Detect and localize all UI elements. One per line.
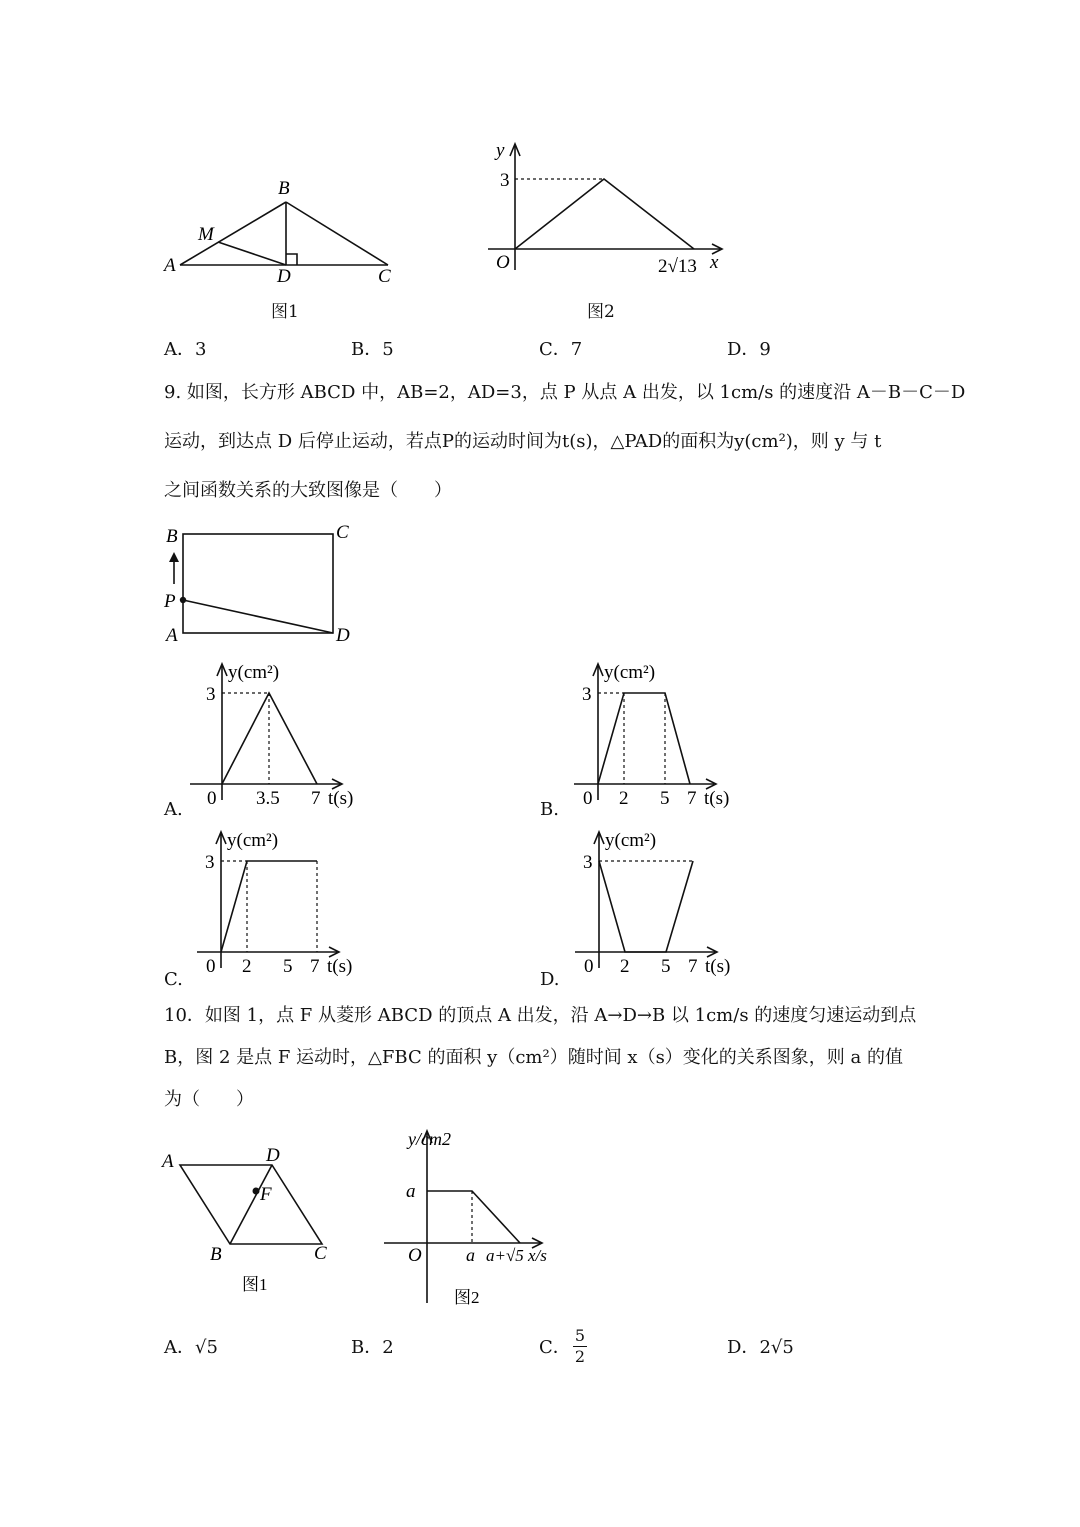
q9-graph-a: [190, 660, 390, 810]
q9-label-C: C: [336, 522, 349, 543]
q9-graph-b: [566, 660, 766, 810]
q9a-ylabel: y(cm²): [228, 662, 280, 683]
q8-label-C: C: [378, 266, 391, 287]
q9c-xtick-2: 5: [283, 956, 293, 977]
q9b-xtick-2: 5: [660, 788, 670, 809]
q9-graph-d: [567, 828, 767, 978]
q8-option-a[interactable]: A．3: [164, 339, 207, 360]
q8-fig2-origin: O: [496, 252, 510, 273]
q9-label-B: B: [166, 526, 178, 547]
q10-fig2-caption: 图2: [454, 1288, 480, 1307]
q9c-xtick-1: 2: [242, 956, 252, 977]
q10-option-c-numerator: 5: [574, 1326, 586, 1345]
q9d-ytick: 3: [583, 852, 593, 873]
q8-fig2-ylabel: y: [496, 140, 505, 161]
q10-fig2-ytick: a: [406, 1181, 416, 1202]
q10-fig2-xtick-1: a: [466, 1245, 475, 1265]
q9b-ylabel: y(cm²): [604, 662, 656, 683]
q8-label-M: M: [198, 224, 214, 245]
q9-option-a[interactable]: A.: [164, 799, 183, 820]
q8-option-d[interactable]: D．9: [727, 339, 771, 360]
q9-label-D: D: [336, 625, 350, 646]
q10-option-c-prefix: C．: [539, 1337, 571, 1358]
q10-option-c-fraction: [573, 1326, 587, 1367]
q10-option-a[interactable]: [164, 1336, 218, 1360]
q9b-xtick-1: 2: [619, 788, 629, 809]
q10-label-D: D: [266, 1145, 280, 1166]
q10-line-2: B，图 2 是点 F 运动时，△FBC 的面积 y（cm²）随时间 x（s）变化的关系图象，则 a 的值: [164, 1047, 903, 1068]
q10-option-a-prefix: A．: [164, 1337, 195, 1358]
q9-option-c[interactable]: C.: [164, 969, 183, 990]
q9b-xlabel: t(s): [704, 788, 730, 809]
q9-line-3: 之间函数关系的大致图像是（ ）: [164, 480, 452, 501]
q9d-ylabel: y(cm²): [605, 830, 657, 851]
q9-line-1: 9. 如图，长方形 ABCD 中，AB=2，AD=3，点 P 从点 A 出发，以 1cm/s 的速度沿 A－B－C－D: [164, 382, 966, 403]
q10-fig1-caption: 图1: [242, 1275, 268, 1294]
q10-fig2-xlabel: x/s: [528, 1246, 547, 1265]
q10-option-c-denominator: 2: [574, 1347, 586, 1366]
q10-label-A: A: [162, 1151, 174, 1172]
q8-label-B: B: [278, 178, 290, 199]
q10-label-B: B: [210, 1244, 222, 1265]
q10-label-C: C: [314, 1243, 327, 1264]
q8-fig1-caption: 图1: [271, 302, 299, 322]
q10-rhombus-figure: [160, 1140, 350, 1294]
q9d-xtick-2: 5: [661, 956, 671, 977]
q10-label-F: F: [260, 1184, 272, 1205]
q9a-xlabel: t(s): [328, 788, 354, 809]
q9a-origin: 0: [207, 788, 217, 809]
q8-fig2-graph: [488, 140, 748, 280]
q10-option-d[interactable]: [727, 1336, 794, 1360]
q9c-ylabel: y(cm²): [227, 830, 279, 851]
q8-option-c[interactable]: C．7: [539, 339, 583, 360]
q9c-xlabel: t(s): [327, 956, 353, 977]
q8-fig2-caption: 图2: [587, 302, 615, 322]
q10-fig2-ylabel: y/cm2: [408, 1129, 451, 1149]
q9c-origin: 0: [206, 956, 216, 977]
q9-line-2: 运动，到达点 D 后停止运动，若点P的运动时间为t(s)，△PAD的面积为y(cm²)，则 y 与 t: [164, 431, 882, 452]
q10-line-3: 为（ ）: [164, 1089, 254, 1110]
q9-label-A: A: [166, 625, 178, 646]
q9-graph-c: [189, 828, 389, 978]
q8-fig2-xlabel: x: [710, 252, 719, 273]
q9-label-P: P: [164, 591, 176, 612]
q8-fig2-xtick: 2√13: [658, 256, 697, 277]
q8-option-b[interactable]: B．5: [351, 339, 394, 360]
q8-fig1-triangle: [160, 170, 420, 300]
q9b-origin: 0: [583, 788, 593, 809]
q9c-ytick: 3: [205, 852, 215, 873]
q9d-xtick-3: 7: [688, 956, 698, 977]
q10-option-b[interactable]: B．2: [351, 1337, 394, 1358]
q10-option-d-prefix: D．: [727, 1337, 760, 1358]
q9a-xtick-1: 3.5: [256, 788, 280, 809]
q9a-ytick: 3: [206, 684, 216, 705]
q9d-xtick-1: 2: [620, 956, 630, 977]
q10-fig2-xtick-2: a+√5: [486, 1246, 524, 1265]
q9b-ytick: 3: [582, 684, 592, 705]
q9d-origin: 0: [584, 956, 594, 977]
q9d-xlabel: t(s): [705, 956, 731, 977]
q9b-xtick-3: 7: [687, 788, 697, 809]
q10-line-1: 10．如图 1，点 F 从菱形 ABCD 的顶点 A 出发，沿 A→D→B 以 1cm/s 的速度匀速运动到点: [164, 1005, 917, 1026]
q10-option-d-value: 2√5: [759, 1337, 794, 1358]
q8-fig2-ytick: 3: [500, 170, 510, 191]
q8-label-D: D: [277, 266, 291, 287]
q8-label-A: A: [164, 255, 176, 276]
q9-rectangle-figure: [160, 520, 360, 645]
q9-option-b[interactable]: B.: [540, 799, 559, 820]
q9a-xtick-2: 7: [311, 788, 321, 809]
q10-option-a-value: √5: [195, 1337, 218, 1358]
q10-fig2-origin: O: [408, 1245, 422, 1266]
q10-graph-figure: [380, 1125, 580, 1315]
q9-option-d[interactable]: D.: [540, 969, 560, 990]
q9c-xtick-3: 7: [310, 956, 320, 977]
